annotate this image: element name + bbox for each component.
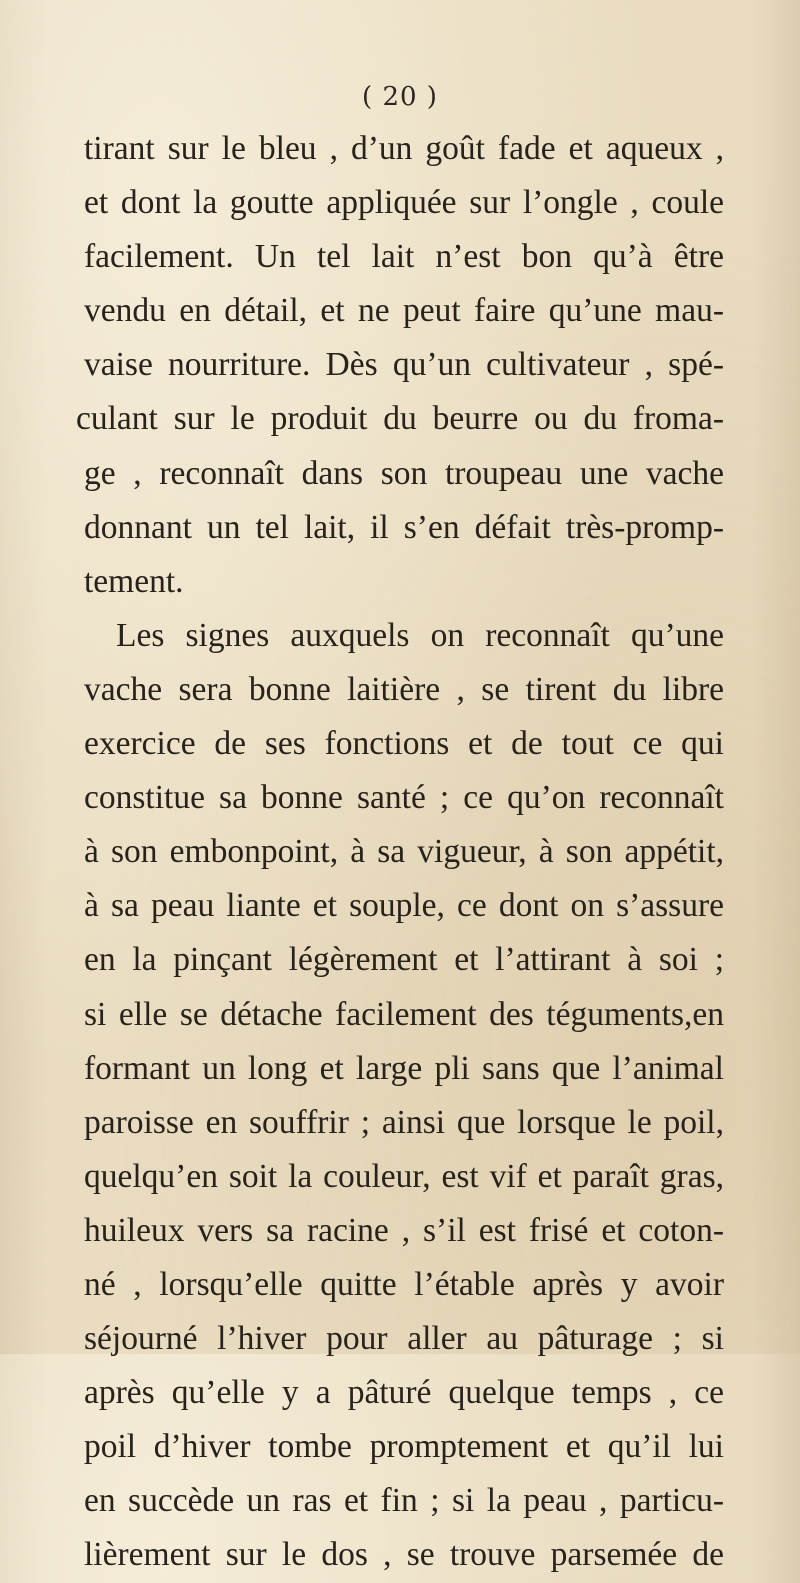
text-line: si elle se détache facilement des téguments,en: [84, 995, 724, 1033]
text-line: constitue sa bonne santé ; ce qu’on reconnaît: [84, 779, 724, 817]
text-line: vaise nourriture. Dès qu’un cultivateur , spé-: [84, 346, 724, 384]
text-line: huileux vers sa racine , s’il est frisé et coton-: [84, 1211, 724, 1249]
text-line: lièrement sur le dos , se trouve parsemée de: [84, 1536, 724, 1574]
text-line: en succède un ras et fin ; si la peau , particu-: [84, 1482, 724, 1520]
text-line: tement.: [84, 562, 184, 600]
text-line: paroisse en souffrir ; ainsi que lorsque le poil,: [84, 1103, 724, 1141]
text-line: poil d’hiver tombe promptement et qu’il lui: [84, 1428, 724, 1466]
text-line: donnant un tel lait, il s’en défait très-promp-: [84, 508, 724, 546]
text-line: né , lorsqu’elle quitte l’étable après y avoir: [84, 1265, 724, 1303]
text-line: tirant sur le bleu , d’un goût fade et aqueux ,: [84, 130, 724, 167]
text-line: exercice de ses fonctions et de tout ce qui: [84, 725, 724, 763]
text-line: à son embonpoint, à sa vigueur, à son appétit,: [84, 833, 724, 871]
text-line: et dont la goutte appliquée sur l’ongle , coule: [84, 184, 724, 222]
body-text: [76, 122, 724, 1583]
text-line: quelqu’en soit la couleur, est vif et paraît gras,: [84, 1157, 724, 1195]
text-line: Les signes auxquels on reconnaît qu’une: [116, 616, 724, 654]
text-line: culant sur le produit du beurre ou du froma-: [76, 400, 724, 438]
text-line: à sa peau liante et souple, ce dont on s’assure: [84, 887, 724, 925]
text-line: ge , reconnaît dans son troupeau une vache: [84, 454, 724, 492]
paragraph-2: [84, 609, 724, 1583]
text-line: séjourné l’hiver pour aller au pâturage ; si: [84, 1320, 724, 1358]
text-line: formant un long et large pli sans que l’animal: [84, 1049, 724, 1087]
page-number: ( 20 ): [362, 82, 438, 112]
text-line: en la pinçant légèrement et l’attirant à soi ;: [84, 941, 724, 979]
text-line: après qu’elle y a pâturé quelque temps , ce: [84, 1374, 724, 1412]
paragraph-1: [76, 122, 724, 609]
text-line: vendu en détail, et ne peut faire qu’une mau-: [84, 292, 724, 330]
text-line: facilement. Un tel lait n’est bon qu’à être: [84, 238, 724, 276]
text-line: vache sera bonne laitière , se tirent du libre: [84, 670, 724, 708]
